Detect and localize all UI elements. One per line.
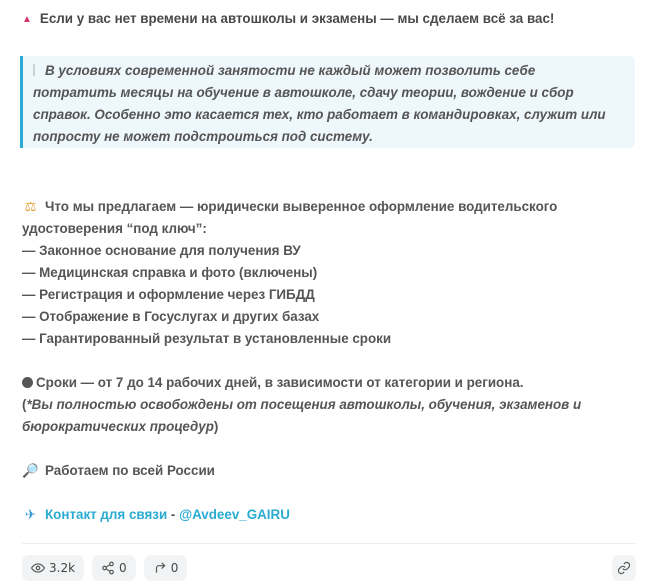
- views-button[interactable]: [22, 555, 84, 581]
- airplane-icon: ✈: [24, 507, 37, 522]
- quote-marker-icon: [33, 64, 35, 76]
- region-line: [22, 460, 636, 482]
- offer-item: — Медицинская справка и фото (включены): [22, 265, 318, 280]
- offer-item: — Отображение в Госуслугах и других базах: [22, 309, 320, 324]
- footer-divider: [22, 543, 636, 544]
- region-text: Работаем по всей России: [45, 463, 215, 478]
- contact-link[interactable]: Контакт для связи: [45, 507, 168, 522]
- terms-note-line1: *Вы полностью освобождены от посещения автошколы, обучения, экзаменов и: [26, 397, 582, 412]
- offer-intro-line2: удостоверения “под ключ”:: [22, 221, 207, 236]
- offer-intro: [22, 196, 636, 218]
- red-triangle-icon: ▲: [22, 14, 32, 25]
- post-body: [22, 196, 636, 526]
- blockquote: [20, 56, 635, 148]
- share-icon: [101, 561, 115, 575]
- offer-item: — Регистрация и оформление через ГИБДД: [22, 287, 315, 302]
- offer-item: — Законное основание для получения ВУ: [22, 243, 301, 258]
- quote-body: В условиях современной занятости не каждый может позволить себе потратить месяцы на обучение в автошколе, сдачу теории, вождение и сбор справок. Особенно это касается тех, кто работает в командировках, служит или попросту не может подстроиться под систему.: [33, 63, 606, 144]
- offer-intro-line1: Что мы предлагаем — юридически выверенное оформление водительского: [45, 199, 558, 214]
- forward-arrow-icon: [153, 561, 167, 575]
- post-headline: [22, 9, 636, 31]
- link-icon: [617, 561, 631, 575]
- terms-note-line2: бюрократических процедур: [22, 419, 214, 434]
- contact-line: [22, 504, 636, 526]
- post-footer: [22, 555, 187, 581]
- terms-note: [22, 394, 636, 416]
- share-button[interactable]: [92, 555, 136, 581]
- magnifier-icon: 🔎: [22, 463, 39, 478]
- terms-note-end: [22, 416, 636, 438]
- views-count: 3.2k: [49, 561, 76, 575]
- scales-icon: ⚖: [24, 199, 37, 214]
- shares-count: 0: [119, 561, 127, 575]
- note-open-paren: (: [22, 397, 27, 412]
- contact-handle-link[interactable]: @Avdeev_GAIRU: [179, 507, 290, 522]
- note-close-paren: ): [213, 419, 219, 434]
- contact-separator: -: [167, 507, 180, 522]
- quote-text: [33, 60, 621, 148]
- forward-button[interactable]: [144, 555, 188, 581]
- eye-icon: [31, 561, 45, 575]
- copy-link-button[interactable]: [612, 555, 636, 581]
- headline-text: Если у вас нет времени на автошколы и экзамены — мы сделаем всё за вас!: [39, 11, 555, 26]
- offer-item: — Гарантированный результат в установленные сроки: [22, 331, 392, 346]
- terms-line: [22, 372, 636, 394]
- terms-text: Сроки — от 7 до 14 рабочих дней, в зависимости от категории и региона.: [36, 375, 524, 390]
- black-circle-icon: [22, 377, 33, 388]
- forwards-count: 0: [170, 561, 179, 575]
